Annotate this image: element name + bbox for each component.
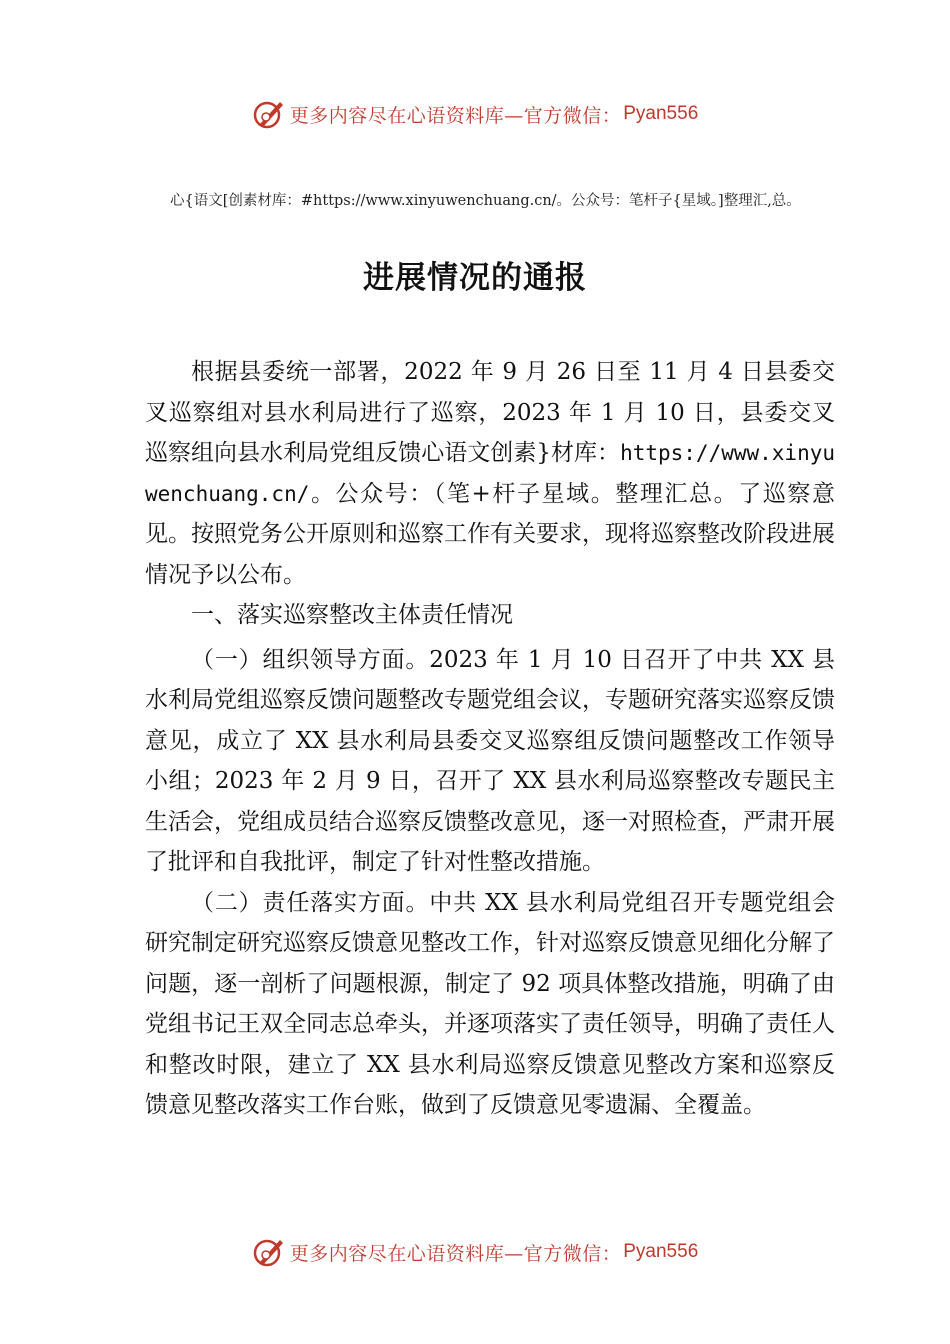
banner-wechat-id: Pyan556 xyxy=(623,103,699,124)
source-url: https://www.xinyuwenchuang.cn/ xyxy=(145,441,835,506)
footer-banner-wechat-id: Pyan556 xyxy=(623,1241,699,1262)
intro-text-b: 。公众号：（笔+杆子星域。整理汇总。了巡察意见。按照党务公开原则和巡察工作有关要求，现将巡察整改阶段进展情况予以公布。 xyxy=(145,480,835,588)
banner-text: 更多内容尽在心语资料库—官方微信： xyxy=(289,104,622,127)
footer-banner xyxy=(0,1232,950,1272)
intro-text-a: 根据县委统一部署，2022 年 9 月 26 日至 11 月 4 日县委交叉巡察组对县水利局进行了巡察，2023 年 1 月 10 日，县委交叉巡察组向县水利局党组反馈心语文创素}材库： xyxy=(145,359,835,466)
header-banner xyxy=(0,94,950,134)
intro-paragraph xyxy=(145,352,835,595)
paragraph-organization: （一）组织领导方面。2023 年 1 月 10 日召开了中共 XX 县水利局党组巡察反馈问题整改专题党组会议，专题研究落实巡察反馈意见，成立了 XX 县水利局县委交叉巡察组反馈问题整改工作领导小组；2023 年 2 月 9 日，召开了 XX 县水利局巡察整改专题民主生活会，党组成员结合巡察反馈整改意见，逐一对照检查，严肃开展了批评和自我批评，制定了针对性整改措施。 xyxy=(145,646,835,875)
footer-banner-text: 更多内容尽在心语资料库—官方微信： xyxy=(289,1242,622,1265)
pen-logo-icon xyxy=(252,1235,286,1269)
paragraph-responsibility: （二）责任落实方面。中共 XX 县水利局党组召开专题党组会研究制定研究巡察反馈意见整改工作，针对巡察反馈意见细化分解了问题，逐一剖析了问题根源，制定了 92 项具体整改措施，明确了由党组书记王双全同志总牵头，并逐项落实了责任领导，明确了责任人和整改时限，建立了 XX 县水利局巡察反馈意见整改方案和巡察反馈意见整改落实工作台账，做到了反馈意见零遗漏、全覆盖。 xyxy=(145,889,835,1118)
source-note: 心{语文[创素材库：#https://www.xinyuwenchuang.cn/。公众号：笔杆子{星域。]整理汇,总。 xyxy=(170,193,801,209)
pen-logo-icon xyxy=(252,97,286,131)
document-body xyxy=(145,352,835,1126)
document-title: 进展情况的通报 xyxy=(363,260,587,296)
section-heading: 一、落实巡察整改主体责任情况 xyxy=(191,602,513,628)
